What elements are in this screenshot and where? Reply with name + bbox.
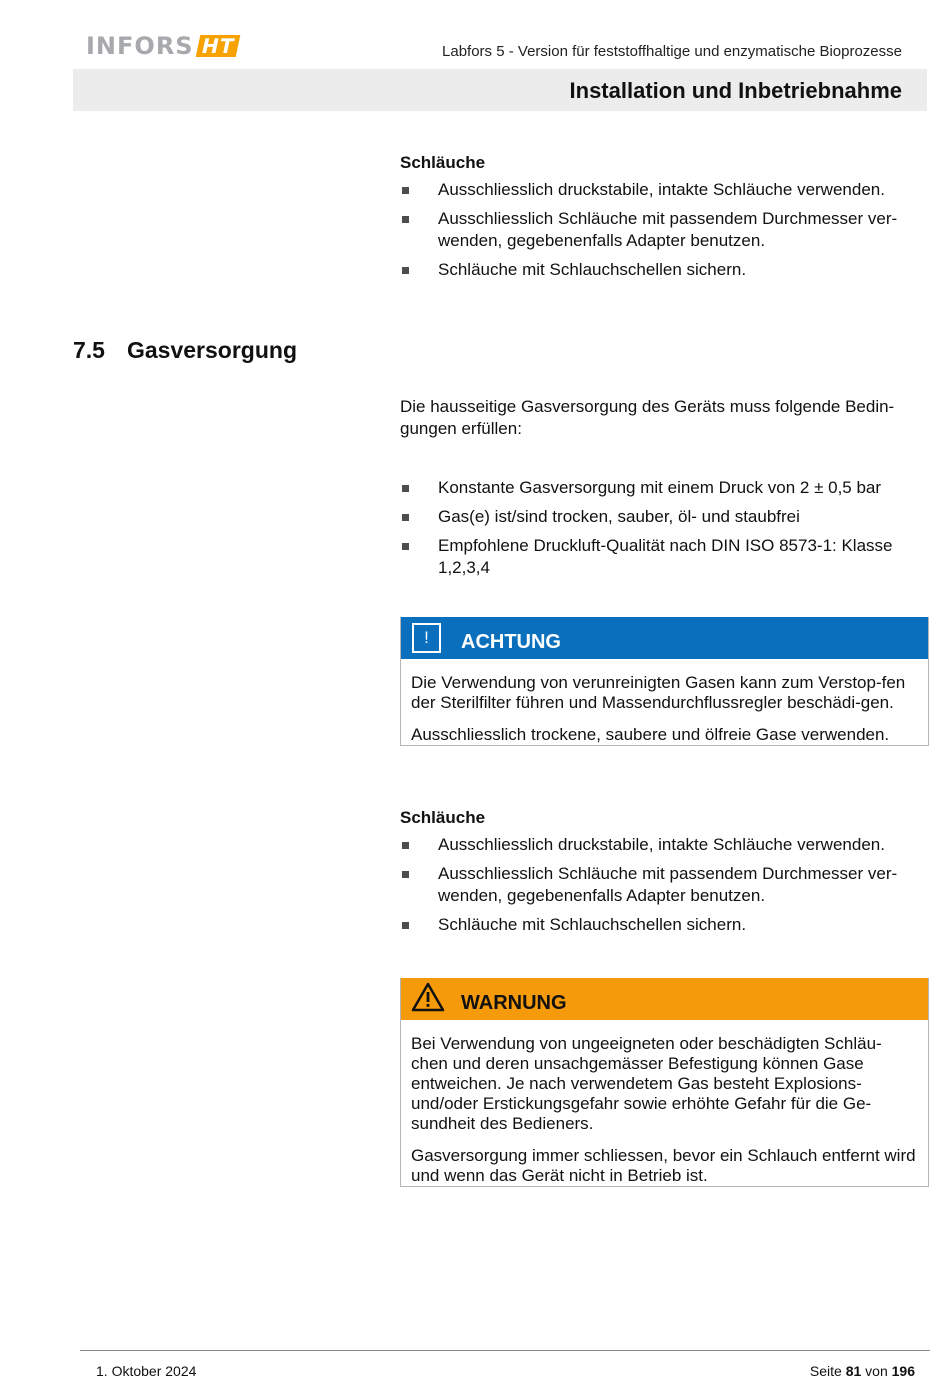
section-title: Installation und Inbetriebnahme <box>569 78 902 103</box>
footer-date: 1. Oktober 2024 <box>96 1363 197 1379</box>
warning-callout <box>400 978 929 1187</box>
list-item: Konstante Gasversorgung mit einem Druck von 2 ± 0,5 bar <box>400 477 920 499</box>
chapter-heading <box>73 337 297 364</box>
chapter-title: Gasversorgung <box>127 337 297 363</box>
bullet-square-icon <box>402 187 409 194</box>
hoses-bottom-heading: Schläuche <box>400 808 486 827</box>
list-item: Ausschliesslich Schläuche mit passendem Durchmesser ver-wenden, gegebenenfalls Adapter benutzen. <box>400 863 920 907</box>
requirements-list <box>400 477 920 579</box>
logo-ht-badge: HT <box>195 35 240 57</box>
warning-label: WARNUNG <box>461 992 567 1014</box>
logo-text: INFORS <box>86 32 194 60</box>
bullet-square-icon <box>402 216 409 223</box>
list-item: Schläuche mit Schlauchschellen sichern. <box>400 914 920 936</box>
chapter-number: 7.5 <box>73 337 105 363</box>
warning-triangle-icon <box>411 982 445 1012</box>
infors-ht-logo <box>86 34 238 58</box>
notice-bar <box>401 617 928 659</box>
intro-section <box>400 396 920 440</box>
bullet-square-icon <box>402 267 409 274</box>
warning-paragraph: Bei Verwendung von ungeeigneten oder beschädigten Schläu-chen und deren unsachgemässer Befestigung können Gase entweichen. Je nach verwendetem Gas besteht Explosions- und/oder Erstickungsgefahr sowie erhöhte Gefahr für die Ge-sundheit des Bedieners. <box>411 1034 882 1133</box>
list-item: Gas(e) ist/sind trocken, sauber, öl- und staubfrei <box>400 506 920 528</box>
notice-label: ACHTUNG <box>461 631 561 653</box>
current-page: 81 <box>845 1363 862 1379</box>
list-item: Ausschliesslich druckstabile, intakte Schläuche verwenden. <box>400 179 920 201</box>
warning-body <box>401 1020 928 1186</box>
document-title: Labfors 5 - Version für feststoffhaltige und enzymatische Bioprozesse <box>442 43 902 60</box>
bullet-square-icon <box>402 871 409 878</box>
hoses-top-section <box>400 153 920 288</box>
hoses-top-list <box>400 179 920 281</box>
list-item: Empfohlene Druckluft-Qualität nach DIN ISO 8573-1: Klasse 1,2,3,4 <box>400 535 920 579</box>
notice-paragraph: Die Verwendung von verunreinigten Gasen kann zum Verstop-fen der Sterilfilter führen und Massendurchflussregler beschädi-gen. <box>411 673 906 712</box>
bullet-square-icon <box>402 842 409 849</box>
page-number: Seite 81 von 196 <box>809 1363 915 1379</box>
bullet-square-icon <box>402 514 409 521</box>
requirements-section <box>400 477 920 586</box>
list-item: Schläuche mit Schlauchschellen sichern. <box>400 259 920 281</box>
total-pages: 196 <box>891 1363 915 1379</box>
bullet-square-icon <box>402 485 409 492</box>
warning-paragraph: Gasversorgung immer schliessen, bevor ein Schlauch entfernt wird und wenn das Gerät nicht in Betrieb ist. <box>411 1146 916 1185</box>
hoses-bottom-section <box>400 808 920 943</box>
list-item: Ausschliesslich Schläuche mit passendem Durchmesser ver-wenden, gegebenenfalls Adapter benutzen. <box>400 208 920 252</box>
hoses-bottom-list <box>400 834 920 936</box>
list-item: Ausschliesslich druckstabile, intakte Schläuche verwenden. <box>400 834 920 856</box>
footer-divider <box>80 1350 930 1351</box>
hoses-top-heading: Schläuche <box>400 153 486 172</box>
notice-paragraph: Ausschliesslich trockene, saubere und ölfreie Gase verwenden. <box>411 725 890 744</box>
bullet-square-icon <box>402 922 409 929</box>
notice-callout <box>400 617 929 746</box>
exclamation-icon: ! <box>412 623 441 653</box>
notice-body <box>401 659 928 745</box>
bullet-square-icon <box>402 543 409 550</box>
warning-bar <box>401 978 928 1020</box>
intro-paragraph: Die hausseitige Gasversorgung des Geräts muss folgende Bedin-gungen erfüllen: <box>400 397 895 438</box>
